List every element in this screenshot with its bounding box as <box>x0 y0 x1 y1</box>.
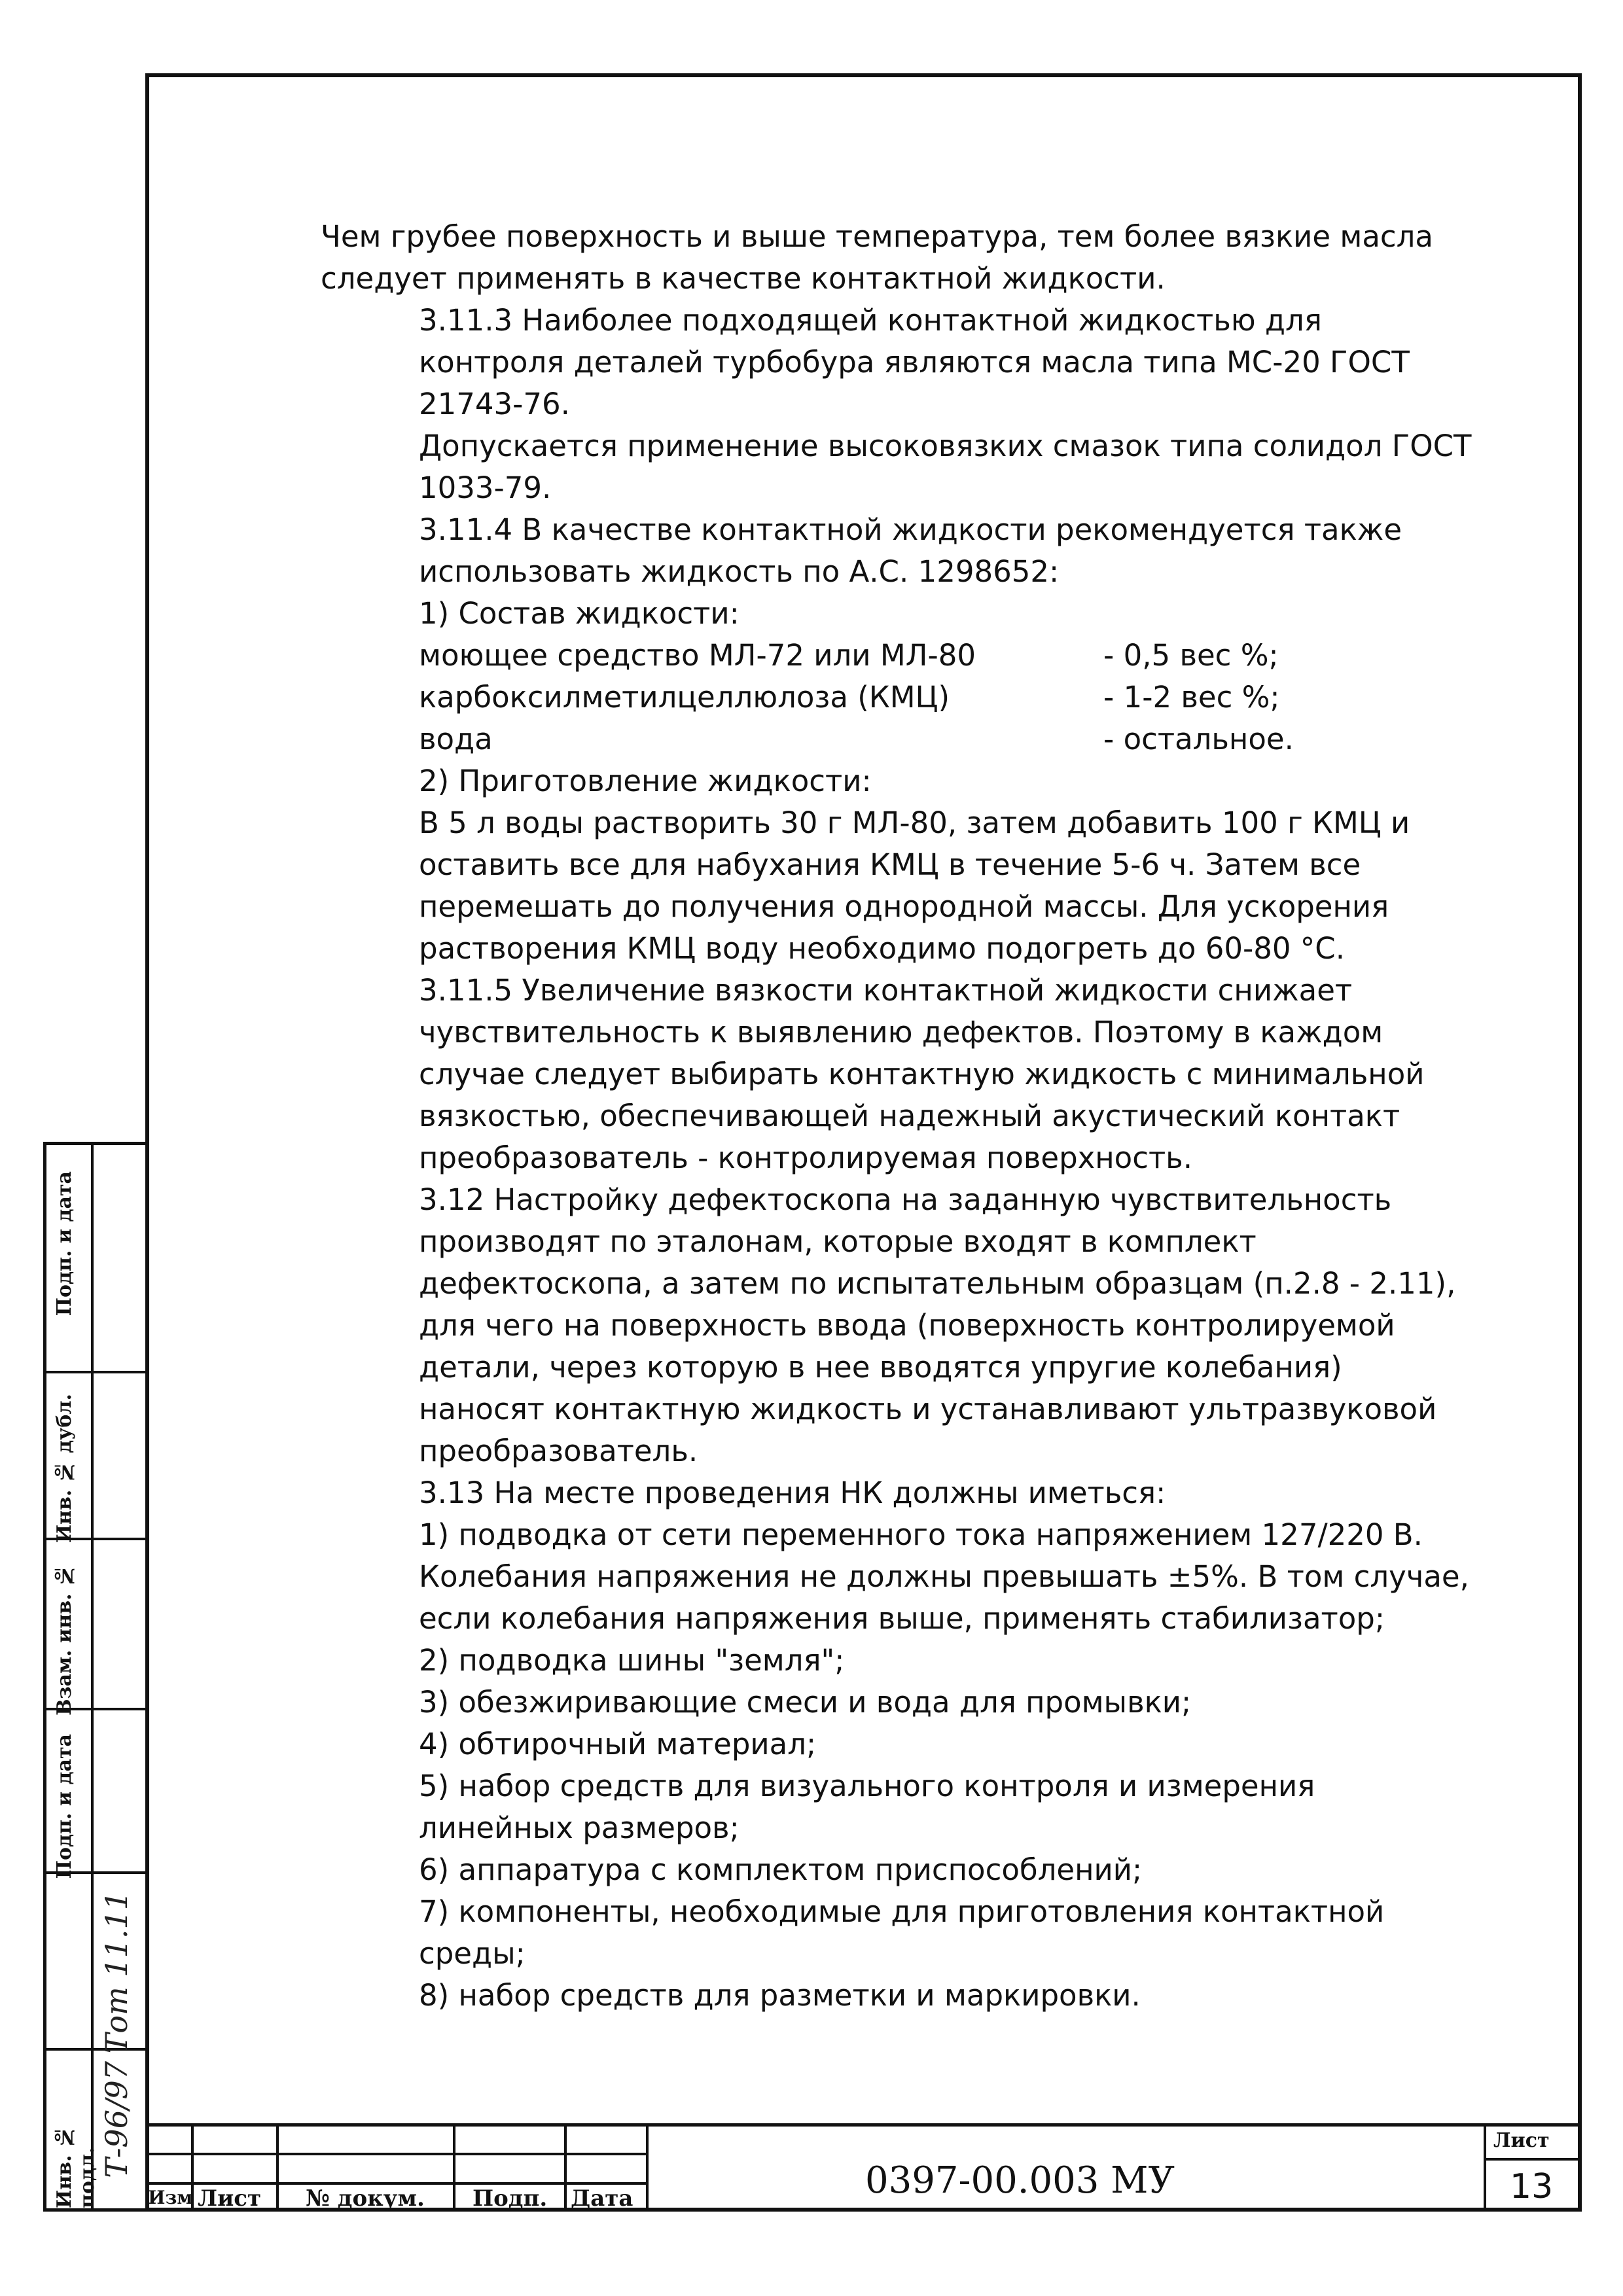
label-podp-data: Подп. и дата <box>53 1171 76 1316</box>
label-inv-podl: Инв. № подл. <box>53 2125 99 2208</box>
inventory-number: Т-96/97 <box>99 2061 134 2178</box>
paragraph: В 5 л воды растворить 30 г МЛ-80, затем добавить 100 г КМЦ и оставить все для набухания КМЦ в течение 5-6 ч. Затем все перемешать до получения однородной массы. Для ускорения растворения КМЦ воду необходимо подогреть до 60-80 °С. <box>419 805 1410 966</box>
list-item: 2) подводка шины "земля"; <box>419 1643 845 1678</box>
paragraph: 2) Приготовление жидкости: <box>419 764 872 798</box>
composition-row: вода - остальное. <box>419 722 1294 756</box>
paragraph: 1) подводка от сети переменного тока напряжением 127/220 В. Колебания напряжения не должны превышать ±5%. В том случае, если колебания напряжения выше, применять стабилизатор; <box>419 1517 1469 1636</box>
col-podp: Подп. <box>473 2185 548 2212</box>
paragraph: Допускается применение высоковязких смазок типа солидол ГОСТ 1033-79. <box>419 429 1472 505</box>
title-block <box>145 2123 1582 2212</box>
paragraph: 3.11.3 Наиболее подходящей контактной жидкостью для контроля деталей турбобура являются масла типа МС-20 ГОСТ 21743-76. <box>419 303 1410 421</box>
col-izm: Изм <box>148 2187 193 2208</box>
paragraph: 3.13 На месте проведения НК должны иметься: <box>419 1475 1166 1510</box>
paragraph: Чем грубее поверхность и выше температура, тем более вязкие масла следует применять в качестве контактной жидкости. <box>321 219 1434 296</box>
sheet-label: Лист <box>1493 2129 1550 2152</box>
list-item: 6) аппаратура с комплектом приспособлений; <box>419 1852 1143 1887</box>
composition-row: карбоксилметилцеллюлоза (КМЦ) - 1-2 вес %; <box>419 680 1280 715</box>
document-body <box>321 216 1472 2017</box>
signature: Тот 11.11 <box>99 1891 134 2054</box>
list-item: 4) обтирочный материал; <box>419 1727 817 1761</box>
label-vzam: Взам. инв. № <box>53 1564 76 1716</box>
label-podp-data: Подп. и дата <box>53 1734 76 1879</box>
list-item: 8) набор средств для разметки и маркировки. <box>419 1978 1141 2013</box>
col-doc: № докум. <box>306 2185 425 2212</box>
composition-row: моющее средство МЛ-72 или МЛ-80 - 0,5 вес %; <box>419 638 1279 673</box>
paragraph: 3.12 Настройку дефектоскопа на заданную чувствительность производят по эталонам, которые входят в комплект дефектоскопа, а затем по испытательным образцам (п.2.8 - 2.11), для чего на поверхность ввода (поверхность контролируемой детали, через которую в нее вводятся упругие колебания) наносят контактную жидкость и устанавливают ультразвуковой преобразователь. <box>419 1182 1456 1468</box>
list-item: 7) компоненты, необходимые для приготовления контактной среды; <box>419 1894 1385 1971</box>
paragraph: 1) Состав жидкости: <box>419 596 740 631</box>
sheet-number: 13 <box>1510 2167 1554 2206</box>
document-code: 0397-00.003 МУ <box>865 2159 1175 2202</box>
col-data: Дата <box>571 2185 633 2212</box>
paragraph: 3.11.4 В качестве контактной жидкости рекомендуется также использовать жидкость по А.С. 1298652: <box>419 512 1402 589</box>
list-item: 5) набор средств для визуального контроля и измерения линейных размеров; <box>419 1769 1315 1845</box>
list-item: 3) обезжиривающие смеси и вода для промывки; <box>419 1685 1192 1720</box>
col-list: Лист <box>198 2185 262 2212</box>
label-inv-dubl: Инв. № дубл. <box>53 1394 76 1544</box>
side-stamp <box>43 1142 145 2212</box>
paragraph: 3.11.5 Увеличение вязкости контактной жидкости снижает чувствительность к выявлению дефектов. Поэтому в каждом случае следует выбирать контактную жидкость с минимальной вязкостью, обеспечивающей надежный акустический контакт преобразователь - контролируемая поверхность. <box>419 973 1425 1175</box>
